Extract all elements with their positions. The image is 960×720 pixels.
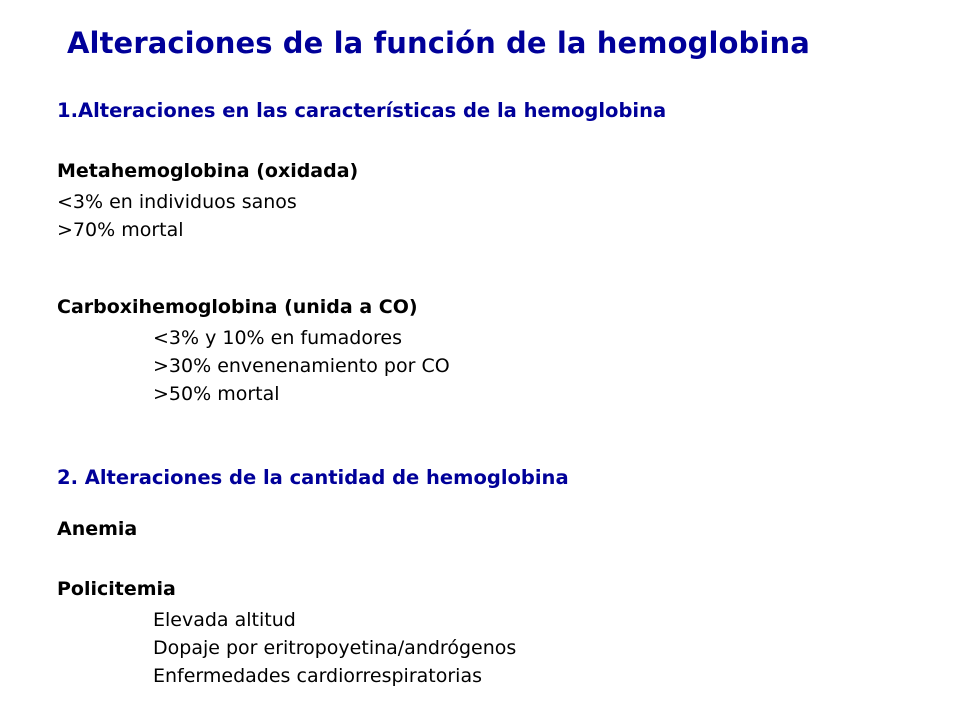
term-metahemoglobina: Metahemoglobina (oxidada) — [57, 160, 359, 182]
section-heading-characteristics: 1.Alteraciones en las características de la hemoglobina — [57, 99, 667, 122]
carboxihemoglobina-line-poisoning: >30% envenenamiento por CO — [153, 355, 450, 377]
term-policitemia: Policitemia — [57, 578, 176, 600]
carboxihemoglobina-line-mortal: >50% mortal — [153, 383, 280, 405]
section-heading-quantity: 2. Alteraciones de la cantidad de hemoglobina — [57, 466, 569, 489]
carboxihemoglobina-line-smokers: <3% y 10% en fumadores — [153, 327, 402, 349]
term-anemia: Anemia — [57, 518, 138, 540]
policitemia-line-cardio: Enfermedades cardiorrespiratorias — [153, 665, 482, 687]
policitemia-line-doping: Dopaje por eritropoyetina/andrógenos — [153, 637, 517, 659]
metahemoglobina-line-healthy: <3% en individuos sanos — [57, 191, 297, 213]
term-carboxihemoglobina: Carboxihemoglobina (unida a CO) — [57, 296, 418, 318]
policitemia-line-altitude: Elevada altitud — [153, 609, 296, 631]
slide-title: Alteraciones de la función de la hemoglobina — [67, 26, 810, 60]
metahemoglobina-line-mortal: >70% mortal — [57, 219, 184, 241]
